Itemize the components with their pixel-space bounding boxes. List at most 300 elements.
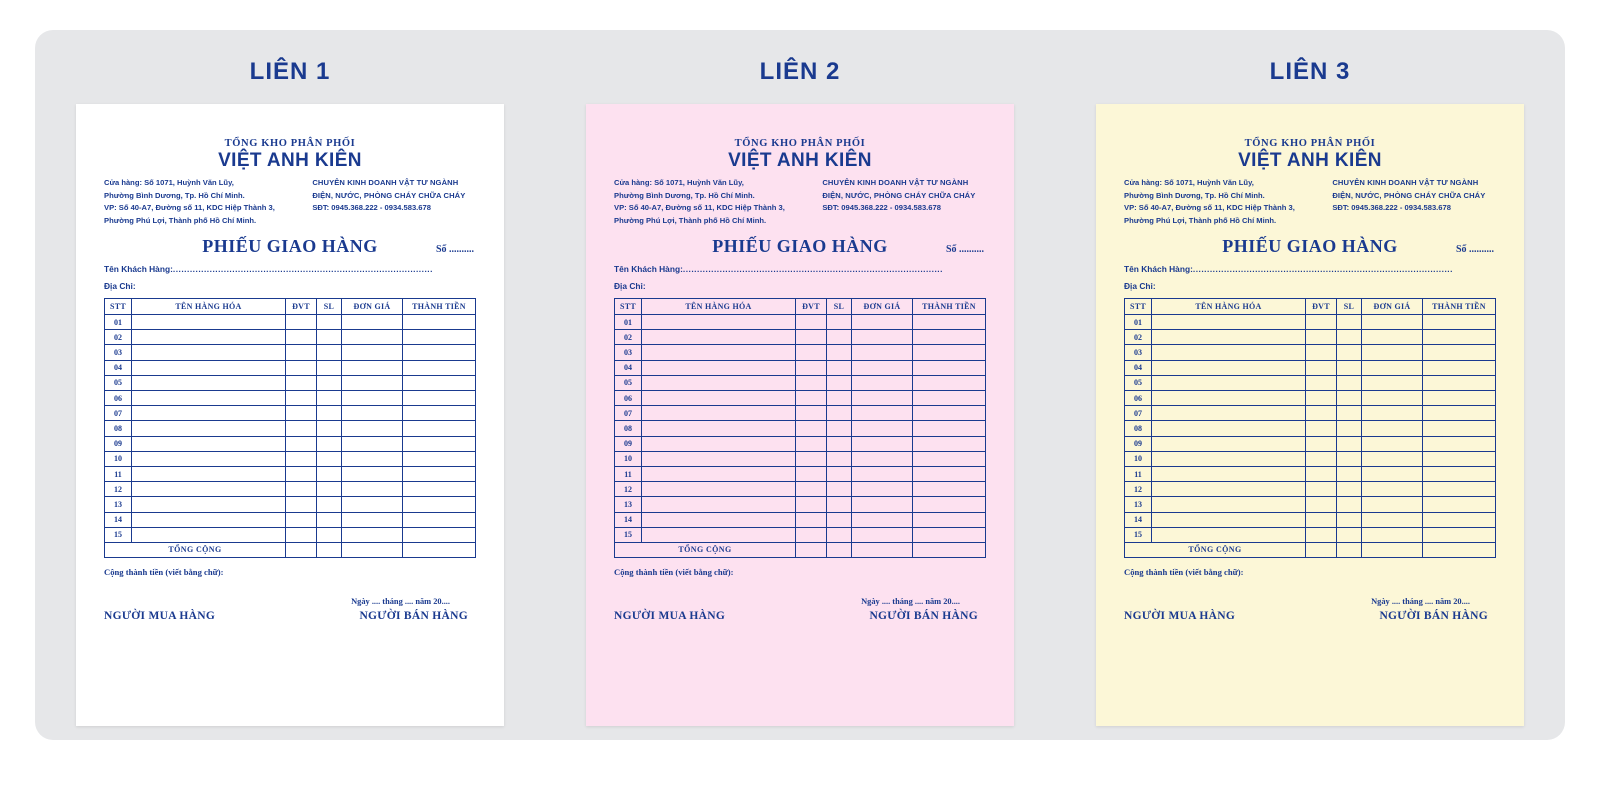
document-number-field[interactable]: Số .......... [945,244,984,256]
cell-name[interactable] [1152,375,1306,390]
cell-dvt[interactable] [286,512,317,527]
table-row[interactable] [1125,406,1496,421]
table-row[interactable] [105,330,476,345]
cell-dvt[interactable] [796,406,827,421]
table-row[interactable] [1125,482,1496,497]
cell-amount[interactable] [913,482,986,497]
cell-dvt[interactable] [796,391,827,406]
cell-dvt[interactable] [1306,360,1337,375]
table-row[interactable] [105,466,476,481]
table-row[interactable] [105,406,476,421]
cell-dvt[interactable] [1306,466,1337,481]
table-row[interactable] [615,391,986,406]
cell-price[interactable] [852,512,913,527]
cell-price[interactable] [852,391,913,406]
cell-sl[interactable] [827,497,852,512]
table-row[interactable] [105,375,476,390]
cell-amount[interactable] [913,360,986,375]
row-index: 13 [105,497,132,512]
customer-address-field[interactable] [1124,281,1496,291]
cell-price[interactable] [1362,360,1423,375]
table-row[interactable] [615,436,986,451]
date-line[interactable]: Ngày .... tháng .... năm 20.... [861,597,960,607]
cell-price[interactable] [852,482,913,497]
table-row[interactable] [1125,315,1496,330]
table-row[interactable] [105,482,476,497]
cell-dvt[interactable] [796,345,827,360]
table-row[interactable] [1125,375,1496,390]
cell-price[interactable] [1362,482,1423,497]
table-row[interactable] [105,497,476,512]
cell-amount[interactable] [913,466,986,481]
cell-name[interactable] [132,360,286,375]
customer-address-field[interactable] [104,281,476,291]
table-row[interactable] [615,512,986,527]
cell-price[interactable] [1362,345,1423,360]
cell-price[interactable] [342,451,403,466]
cell-amount[interactable] [1423,375,1496,390]
cell-name[interactable] [132,315,286,330]
row-index: 14 [615,512,642,527]
cell-name[interactable] [1152,360,1306,375]
cell-price[interactable] [1362,406,1423,421]
cell-sl[interactable] [317,391,342,406]
table-row[interactable] [1125,527,1496,542]
total-price [342,542,403,557]
cell-price[interactable] [1362,466,1423,481]
cell-dvt[interactable] [1306,330,1337,345]
table-row[interactable] [105,421,476,436]
amount-in-words[interactable]: Cộng thành tiền (viết bằng chữ): [614,567,734,578]
cell-price[interactable] [342,406,403,421]
cell-dvt[interactable] [1306,315,1337,330]
cell-name[interactable] [1152,330,1306,345]
cell-dvt[interactable] [1306,391,1337,406]
cell-price[interactable] [1362,527,1423,542]
cell-name[interactable] [132,330,286,345]
goods-table [104,298,476,558]
cell-name[interactable] [1152,512,1306,527]
table-row[interactable] [105,360,476,375]
cell-price[interactable] [852,315,913,330]
cell-sl[interactable] [1337,315,1362,330]
cell-amount[interactable] [913,512,986,527]
cell-price[interactable] [342,482,403,497]
cell-dvt[interactable] [796,482,827,497]
cell-sl[interactable] [827,375,852,390]
cell-amount[interactable] [913,527,986,542]
cell-sl[interactable] [1337,482,1362,497]
cell-dvt[interactable] [1306,482,1337,497]
total-amount[interactable] [1423,542,1496,557]
cell-amount[interactable] [1423,482,1496,497]
cell-name[interactable] [642,315,796,330]
cell-dvt[interactable] [1306,497,1337,512]
cell-sl[interactable] [317,345,342,360]
cell-dvt[interactable] [796,512,827,527]
cell-name[interactable] [132,375,286,390]
cell-name[interactable] [642,482,796,497]
cell-amount[interactable] [1423,345,1496,360]
cell-sl[interactable] [827,527,852,542]
customer-address-field[interactable] [614,281,986,291]
table-row[interactable] [615,345,986,360]
cell-price[interactable] [1362,512,1423,527]
cell-dvt[interactable] [286,330,317,345]
cell-sl[interactable] [317,421,342,436]
cell-amount[interactable] [913,421,986,436]
company-address [104,177,305,227]
cell-price[interactable] [342,315,403,330]
cell-sl[interactable] [317,451,342,466]
cell-amount[interactable] [913,497,986,512]
cell-dvt[interactable] [796,436,827,451]
table-row[interactable] [105,512,476,527]
cell-name[interactable] [132,406,286,421]
cell-sl[interactable] [317,512,342,527]
table-header-row [615,299,986,315]
address-line: Phường Phú Lợi, Thành phố Hồ Chí Minh. [104,215,257,225]
cell-dvt[interactable] [1306,451,1337,466]
cell-price[interactable] [342,436,403,451]
cell-sl[interactable] [1337,497,1362,512]
cell-sl[interactable] [827,436,852,451]
cell-sl[interactable] [1337,360,1362,375]
cell-dvt[interactable] [796,497,827,512]
cell-dvt[interactable] [286,406,317,421]
cell-name[interactable] [642,436,796,451]
header-stt: STT [1125,299,1152,315]
cell-name[interactable] [642,466,796,481]
table-row[interactable] [1125,451,1496,466]
cell-price[interactable] [342,527,403,542]
cell-name[interactable] [642,421,796,436]
table-row[interactable] [105,391,476,406]
row-index: 08 [1125,421,1152,436]
cell-amount[interactable] [1423,436,1496,451]
cell-sl[interactable] [1337,451,1362,466]
cell-name[interactable] [1152,421,1306,436]
cell-price[interactable] [342,360,403,375]
cell-amount[interactable] [403,512,476,527]
table-row[interactable] [615,421,986,436]
table-row[interactable] [1125,466,1496,481]
cell-amount[interactable] [1423,512,1496,527]
cell-name[interactable] [642,360,796,375]
cell-price[interactable] [342,391,403,406]
total-amount[interactable] [913,542,986,557]
cell-price[interactable] [1362,497,1423,512]
cell-name[interactable] [642,451,796,466]
cell-amount[interactable] [403,315,476,330]
cell-sl[interactable] [1337,406,1362,421]
cell-price[interactable] [852,527,913,542]
cell-amount[interactable] [1423,497,1496,512]
cell-sl[interactable] [827,466,852,481]
table-row[interactable] [1125,330,1496,345]
table-row[interactable] [1125,360,1496,375]
cell-name[interactable] [1152,345,1306,360]
cell-dvt[interactable] [796,527,827,542]
cell-amount[interactable] [1423,527,1496,542]
cell-amount[interactable] [403,527,476,542]
cell-amount[interactable] [1423,360,1496,375]
cell-price[interactable] [1362,421,1423,436]
cell-sl[interactable] [1337,330,1362,345]
table-row[interactable] [615,497,986,512]
cell-amount[interactable] [1423,330,1496,345]
cell-price[interactable] [852,466,913,481]
cell-price[interactable] [342,330,403,345]
cell-sl[interactable] [317,497,342,512]
cell-name[interactable] [1152,315,1306,330]
total-amount[interactable] [403,542,476,557]
cell-price[interactable] [342,512,403,527]
cell-dvt[interactable] [286,451,317,466]
cell-price[interactable] [852,436,913,451]
cell-name[interactable] [642,527,796,542]
cell-name[interactable] [132,512,286,527]
cell-dvt[interactable] [1306,375,1337,390]
business-line: CHUYÊN KINH DOANH VẬT TƯ NGÀNH [822,178,969,187]
cell-sl[interactable] [1337,466,1362,481]
cell-price[interactable] [1362,375,1423,390]
cell-price[interactable] [852,375,913,390]
cell-dvt[interactable] [796,421,827,436]
cell-dvt[interactable] [286,466,317,481]
cell-price[interactable] [342,345,403,360]
cell-amount[interactable] [1423,315,1496,330]
cell-sl[interactable] [317,375,342,390]
cell-sl[interactable] [317,436,342,451]
cell-sl[interactable] [827,421,852,436]
cell-price[interactable] [852,421,913,436]
date-line[interactable]: Ngày .... tháng .... năm 20.... [351,597,450,607]
table-row[interactable] [1125,421,1496,436]
cell-dvt[interactable] [286,375,317,390]
cell-sl[interactable] [827,360,852,375]
cell-amount[interactable] [403,345,476,360]
cell-price[interactable] [852,497,913,512]
cell-name[interactable] [1152,527,1306,542]
cell-price[interactable] [342,466,403,481]
cell-sl[interactable] [827,345,852,360]
cell-dvt[interactable] [796,375,827,390]
cell-sl[interactable] [827,512,852,527]
cell-name[interactable] [1152,436,1306,451]
table-row[interactable] [615,330,986,345]
cell-dvt[interactable] [286,482,317,497]
cell-sl[interactable] [1337,345,1362,360]
cell-price[interactable] [1362,391,1423,406]
cell-price[interactable] [1362,315,1423,330]
cell-sl[interactable] [1337,375,1362,390]
address-line: VP: Số 40-A7, Đường số 11, KDC Hiệp Thành 3, [104,203,275,213]
cell-sl[interactable] [317,527,342,542]
cell-name[interactable] [132,421,286,436]
cell-amount[interactable] [403,375,476,390]
cell-dvt[interactable] [1306,512,1337,527]
cell-amount[interactable] [1423,466,1496,481]
cell-dvt[interactable] [1306,421,1337,436]
table-row[interactable] [615,527,986,542]
cell-amount[interactable] [403,330,476,345]
cell-price[interactable] [342,421,403,436]
cell-dvt[interactable] [796,451,827,466]
document-number-field[interactable]: Số .......... [1455,244,1494,256]
table-row[interactable] [615,451,986,466]
cell-amount[interactable] [913,315,986,330]
cell-dvt[interactable] [286,391,317,406]
cell-sl[interactable] [827,315,852,330]
cell-price[interactable] [852,345,913,360]
cell-sl[interactable] [1337,512,1362,527]
cell-sl[interactable] [1337,421,1362,436]
cell-name[interactable] [132,391,286,406]
cell-name[interactable] [1152,406,1306,421]
cell-amount[interactable] [1423,391,1496,406]
cell-amount[interactable] [913,330,986,345]
cell-sl[interactable] [1337,436,1362,451]
cell-amount[interactable] [403,482,476,497]
table-row[interactable] [105,315,476,330]
cell-sl[interactable] [317,466,342,481]
cell-sl[interactable] [317,406,342,421]
cell-dvt[interactable] [796,360,827,375]
cell-price[interactable] [1362,330,1423,345]
cell-dvt[interactable] [286,527,317,542]
cell-dvt[interactable] [286,345,317,360]
cell-name[interactable] [642,497,796,512]
table-row[interactable] [615,406,986,421]
cell-sl[interactable] [317,360,342,375]
cell-amount[interactable] [913,391,986,406]
cell-name[interactable] [132,466,286,481]
cell-price[interactable] [852,360,913,375]
cell-dvt[interactable] [286,360,317,375]
amount-in-words[interactable]: Cộng thành tiền (viết bằng chữ): [104,567,224,578]
cell-amount[interactable] [1423,406,1496,421]
table-row[interactable] [1125,391,1496,406]
table-row[interactable] [1125,512,1496,527]
customer-name-field[interactable] [614,264,986,274]
cell-sl[interactable] [1337,527,1362,542]
cell-dvt[interactable] [796,466,827,481]
cell-price[interactable] [852,451,913,466]
cell-amount[interactable] [403,360,476,375]
table-row[interactable] [1125,497,1496,512]
cell-amount[interactable] [913,375,986,390]
cell-sl[interactable] [827,391,852,406]
cell-amount[interactable] [913,406,986,421]
table-row[interactable] [615,466,986,481]
cell-amount[interactable] [403,466,476,481]
cell-name[interactable] [1152,466,1306,481]
table-row[interactable] [105,436,476,451]
table-row[interactable] [615,482,986,497]
cell-sl[interactable] [317,482,342,497]
cell-amount[interactable] [403,391,476,406]
table-row[interactable] [615,375,986,390]
cell-name[interactable] [1152,451,1306,466]
cell-name[interactable] [642,375,796,390]
cell-sl[interactable] [317,315,342,330]
cell-amount[interactable] [403,421,476,436]
cell-price[interactable] [852,330,913,345]
cell-name[interactable] [642,406,796,421]
cell-dvt[interactable] [1306,345,1337,360]
cell-dvt[interactable] [796,315,827,330]
date-line[interactable]: Ngày .... tháng .... năm 20.... [1371,597,1470,607]
table-row[interactable] [105,451,476,466]
cell-name[interactable] [642,512,796,527]
cell-name[interactable] [642,391,796,406]
cell-name[interactable] [1152,497,1306,512]
cell-dvt[interactable] [286,436,317,451]
cell-dvt[interactable] [286,315,317,330]
cell-amount[interactable] [1423,451,1496,466]
cell-dvt[interactable] [1306,406,1337,421]
cell-name[interactable] [642,330,796,345]
table-row[interactable] [615,360,986,375]
table-row[interactable] [1125,436,1496,451]
cell-amount[interactable] [913,345,986,360]
cell-amount[interactable] [403,406,476,421]
table-row[interactable] [105,345,476,360]
cell-name[interactable] [132,497,286,512]
document-number-field[interactable]: Số .......... [435,244,474,256]
cell-amount[interactable] [913,451,986,466]
cell-price[interactable] [342,497,403,512]
amount-in-words[interactable]: Cộng thành tiền (viết bằng chữ): [1124,567,1244,578]
cell-price[interactable] [1362,451,1423,466]
cell-name[interactable] [642,345,796,360]
cell-amount[interactable] [403,436,476,451]
cell-name[interactable] [1152,482,1306,497]
cell-amount[interactable] [913,436,986,451]
cell-dvt[interactable] [796,330,827,345]
cell-dvt[interactable] [286,421,317,436]
cell-sl[interactable] [1337,391,1362,406]
table-row[interactable] [105,527,476,542]
cell-dvt[interactable] [1306,527,1337,542]
cell-sl[interactable] [827,406,852,421]
cell-name[interactable] [132,436,286,451]
cell-dvt[interactable] [286,497,317,512]
cell-price[interactable] [852,406,913,421]
cell-name[interactable] [132,451,286,466]
cell-amount[interactable] [403,451,476,466]
customer-name-field[interactable] [1124,264,1496,274]
cell-name[interactable] [132,482,286,497]
table-row[interactable] [615,315,986,330]
header-donnia: ĐƠN GIÁ [342,299,403,315]
cell-dvt[interactable] [1306,436,1337,451]
cell-sl[interactable] [827,482,852,497]
cell-sl[interactable] [317,330,342,345]
cell-price[interactable] [1362,436,1423,451]
cell-name[interactable] [132,527,286,542]
cell-sl[interactable] [827,330,852,345]
cell-sl[interactable] [827,451,852,466]
cell-amount[interactable] [403,497,476,512]
table-row[interactable] [1125,345,1496,360]
customer-name-field[interactable] [104,264,476,274]
cell-price[interactable] [342,375,403,390]
cell-name[interactable] [132,345,286,360]
cell-amount[interactable] [1423,421,1496,436]
cell-name[interactable] [1152,391,1306,406]
